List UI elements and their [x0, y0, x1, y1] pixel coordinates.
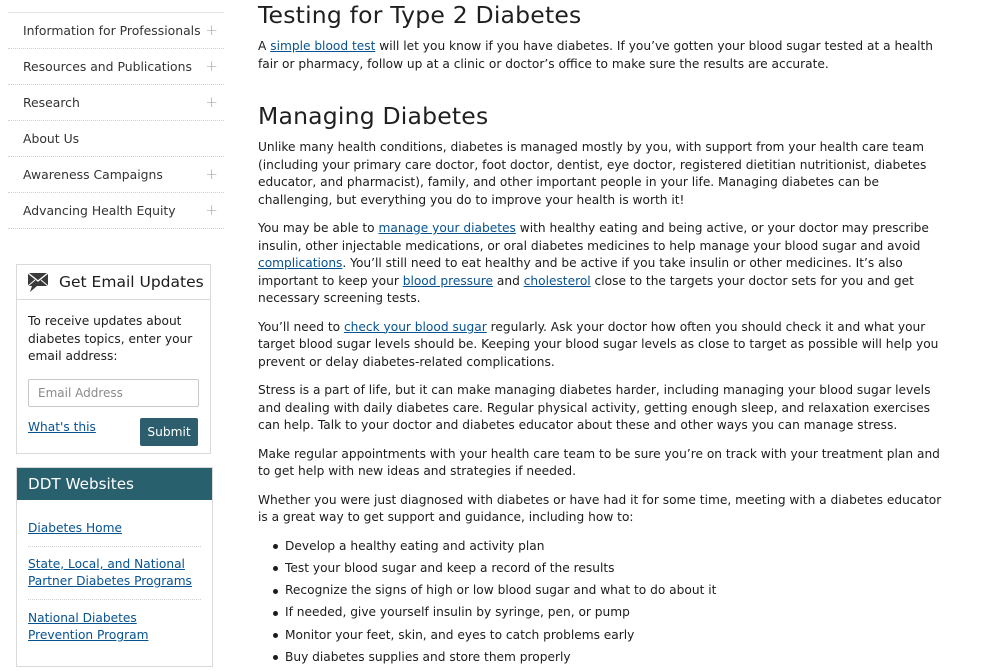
text-span: and — [493, 273, 524, 288]
email-updates-body — [17, 300, 210, 446]
sidebar-item-about-us[interactable] — [8, 121, 224, 157]
email-updates-description: To receive updates about diabetes topics, enter your email address: — [28, 314, 193, 363]
manage-your-diabetes-link[interactable]: manage your diabetes — [378, 221, 516, 235]
sidebar-item-information-for-professionals[interactable] — [8, 13, 224, 49]
ddt-link-diabetes-home[interactable]: Diabetes Home — [28, 521, 122, 535]
ddt-link-ndpp[interactable]: National Diabetes Prevention Program — [28, 610, 149, 642]
testing-paragraph — [258, 38, 942, 73]
expand-plus-icon[interactable]: + — [205, 57, 218, 75]
email-updates-title: Get Email Updates — [59, 273, 204, 291]
list-item: Develop a healthy eating and activity plan — [285, 538, 942, 556]
expand-plus-icon[interactable]: + — [205, 93, 218, 111]
sidebar-item-research[interactable] — [8, 85, 224, 121]
ddt-link-partner-programs[interactable]: State, Local, and National Partner Diabetes Programs — [28, 556, 192, 588]
managing-heading: Managing Diabetes — [258, 102, 489, 130]
list-item: Buy diabetes supplies and store them properly — [285, 649, 942, 667]
managing-body — [258, 139, 942, 671]
testing-heading: Testing for Type 2 Diabetes — [258, 1, 582, 29]
ddt-websites-title: DDT Websites — [17, 468, 212, 500]
list-item — [28, 547, 201, 600]
sidebar-item-label: Awareness Campaigns — [23, 167, 163, 182]
managing-paragraph-2 — [258, 220, 942, 308]
ddt-links-list — [17, 500, 212, 655]
list-item — [28, 500, 201, 547]
email-address-input[interactable] — [28, 379, 199, 407]
text-span: regularly. Ask your doctor how often you should check it and what your target blood sugar levels should be. Keeping your blood sugar levels as close to target as possible will help you prevent or delay diabetes-related complications. — [258, 319, 939, 369]
managing-paragraph-6: Whether you were just diagnosed with diabetes or have had it for some time, meeting with a diabetes educator is a great way to get support and guidance, including how to: — [258, 492, 942, 524]
text-span: A — [258, 39, 271, 53]
text-span: will let you know if you have diabetes. If you’ve gotten your blood sugar tested at a health fair or pharmacy, follow up at a clinic or doctor’s office to make sure the results are accurate. — [258, 39, 934, 71]
list-item: Test your blood sugar and keep a record of the results — [285, 560, 942, 578]
managing-paragraph-3 — [258, 319, 942, 372]
text-span: You’ll need to — [258, 319, 344, 334]
sidebar-item-label: Information for Professionals — [23, 23, 201, 38]
sidebar-item-resources-and-publications[interactable] — [8, 49, 224, 85]
list-item — [28, 600, 201, 655]
sidebar-nav — [8, 12, 224, 229]
sidebar-item-advancing-health-equity[interactable] — [8, 193, 224, 229]
sidebar-item-label: Resources and Publications — [23, 59, 192, 74]
list-item: Recognize the signs of high or low blood sugar and what to do about it — [285, 582, 942, 600]
list-item: If needed, give yourself insulin by syringe, pen, or pump — [285, 604, 942, 622]
blood-pressure-link[interactable]: blood pressure — [402, 273, 493, 288]
ddt-websites-card — [16, 467, 213, 667]
expand-plus-icon[interactable]: + — [205, 165, 218, 183]
sidebar-item-awareness-campaigns[interactable] — [8, 157, 224, 193]
check-your-blood-sugar-link[interactable]: check your blood sugar — [343, 319, 487, 334]
managing-paragraph-4: Stress is a part of life, but it can make managing diabetes harder, including managing your blood sugar levels and dealing with daily diabetes care. Regular physical activity, getting enough sleep, and relaxation exercises can help. Talk to your doctor and diabetes educator about these and other ways you can manage stress. — [258, 383, 931, 432]
sidebar-item-label: About Us — [23, 131, 80, 146]
whats-this-link[interactable]: What's this — [28, 419, 96, 434]
managing-paragraph-1: Unlike many health conditions, diabetes is managed mostly by you, with support from your health care team (including your primary care doctor, foot doctor, dentist, eye doctor, registered dietitian nutritionist, diabetes educator, and pharmacist), family, and other important people in your life. Managing diabetes can be challenging, but everything you do to improve your health is worth it! — [258, 140, 927, 207]
envelope-icon — [27, 271, 51, 293]
text-span: with healthy eating and being active, or your doctor may prescribe insulin, other injectable medications, or oral diabetes medicines to help manage your blood sugar and avoid — [258, 221, 929, 253]
text-span: You may be able to — [258, 221, 379, 235]
email-updates-card — [16, 264, 211, 454]
list-item: Monitor your feet, skin, and eyes to catch problems early — [285, 627, 942, 645]
diabetes-educator-list — [258, 538, 942, 667]
sidebar-item-label: Advancing Health Equity — [23, 203, 176, 218]
text-span: . You’ll still need to eat healthy and be active if you take insulin or other medicines. It’s also important to keep your — [258, 256, 903, 288]
text-span: close to the targets your doctor sets for you and get necessary screening tests. — [258, 273, 914, 305]
email-updates-header — [17, 265, 210, 300]
email-actions-row — [28, 418, 198, 446]
expand-plus-icon[interactable]: + — [205, 201, 218, 219]
complications-link[interactable]: complications — [258, 256, 343, 270]
simple-blood-test-link[interactable]: simple blood test — [270, 39, 376, 53]
expand-plus-icon[interactable]: + — [205, 21, 218, 39]
cholesterol-link[interactable]: cholesterol — [523, 273, 591, 288]
managing-paragraph-5: Make regular appointments with your health care team to be sure you’re on track with your treatment plan and to get help with new ideas and strategies if needed. — [258, 446, 940, 478]
submit-button[interactable]: Submit — [140, 418, 198, 446]
sidebar-item-label: Research — [23, 95, 80, 110]
